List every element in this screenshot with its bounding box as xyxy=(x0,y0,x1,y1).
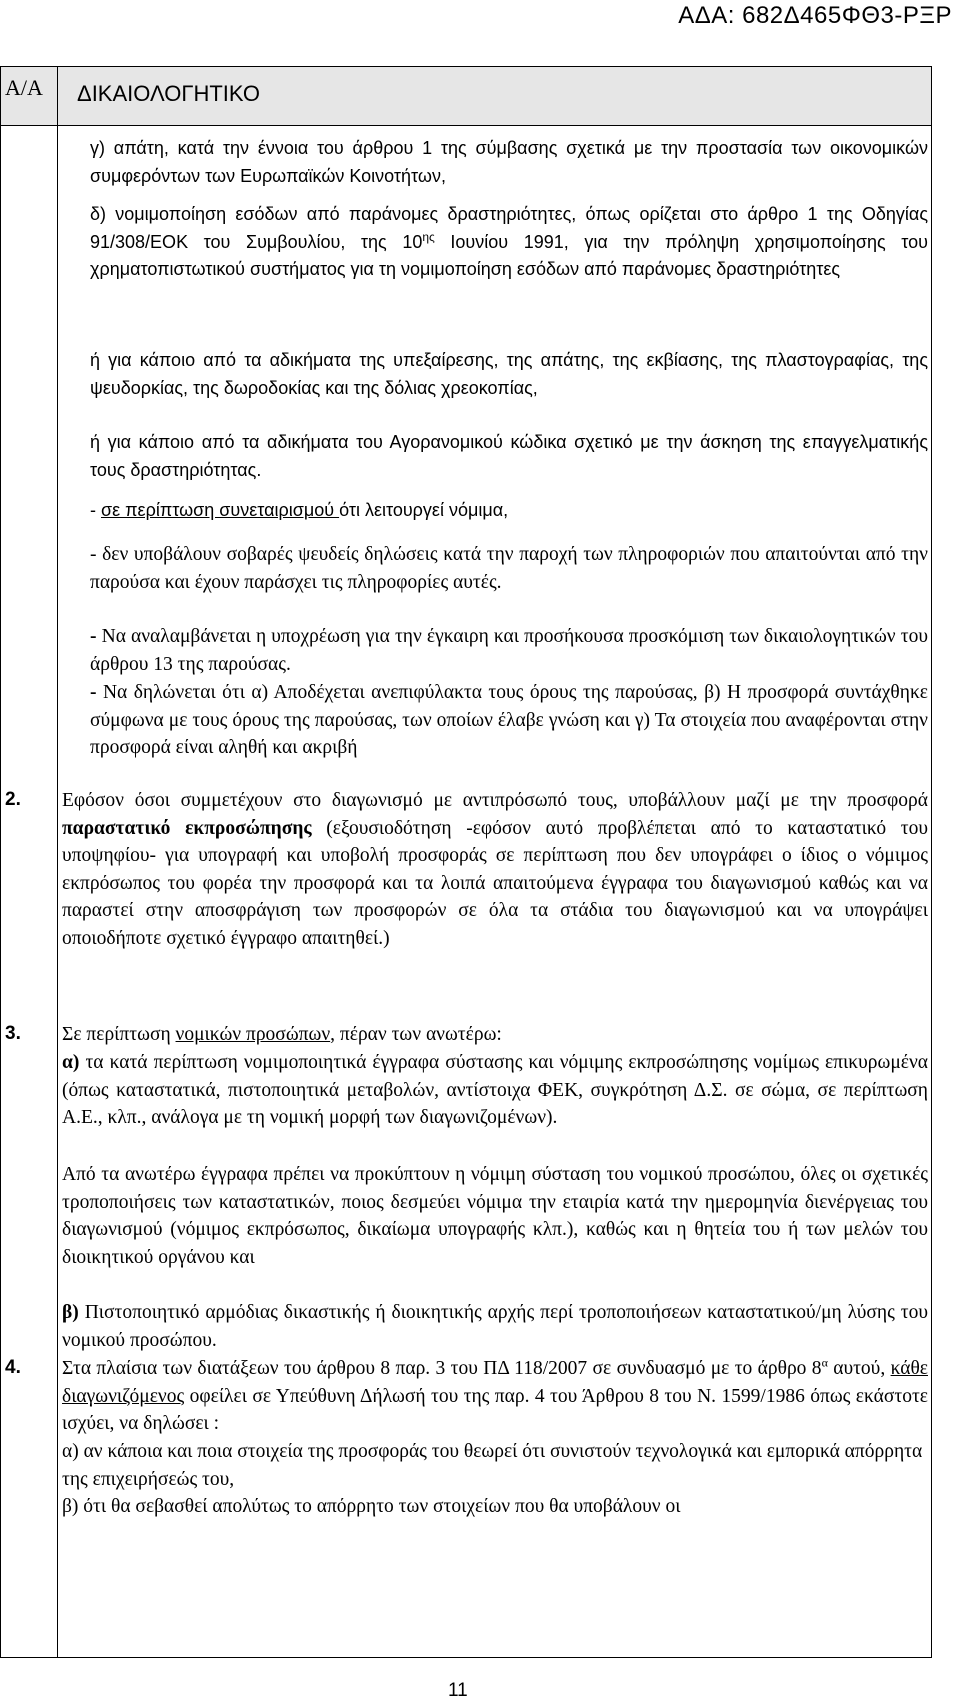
item-2-text-2: (εξουσιοδότηση -εφόσον αυτό προβλέπεται από το καταστατικό του υποψηφίου- για υπογραφή και υποβολή προσφοράς σε περίπτωση που δεν υπογράφει ο ίδιος ο νόμιμος εκπρόσωπος του φορέα την προσφορά και τα λοιπά απαιτούμενα έγγραφα του διαγωνισμού καθώς και να παραστεί στην αποσφράγιση των προσφορών σε όλα τα στάδια του διαγωνισμού και να υπογράψει οποιοδήποτε σχετικό έγγραφο απαιτηθεί.) xyxy=(62,817,928,949)
obligation-text: Να αναλαμβάνεται η υποχρέωση για την έγκαιρη και προσήκουσα προσκόμιση των δικαιολογητικών του άρθρου 13 της παρούσας. xyxy=(90,626,928,675)
obligation-dash: - xyxy=(90,626,102,647)
paragraph-money-laundering xyxy=(90,201,928,284)
item-2-bold: παραστατικό εκπροσώπησης xyxy=(62,817,312,839)
column-header-document: ΔΙΚΑΙΟΛΟΓΗΤΙΚΟ xyxy=(77,81,260,106)
coop-underlined: σε περίπτωση συνεταιρισμού xyxy=(101,500,340,520)
page-number: 11 xyxy=(448,1680,468,1701)
paragraph-obligation xyxy=(90,623,928,678)
item-4-list-a: α) αν κάποια και ποια στοιχεία της προσφοράς του θεωρεί ότι συνιστούν τεχνολογικά και εμπορικά απόρρητα της επιχειρήσεώς του, xyxy=(62,1441,923,1490)
item-4-text xyxy=(62,1355,928,1438)
item-3-paragraph-2: Από τα ανωτέρω έγγραφα πρέπει να προκύπτουν η νόμιμη σύσταση του νομικού προσώπου, όλες οι σχετικές τροποποιήσεις των καταστατικών, ποιος δεσμεύει νόμιμα την εταιρία κατά την ημερομηνία διενέργειας του διαγωνισμού (νόμιμος εκπρόσωπος, δικαίωμα υπογραφής κλπ.), καθώς και η θητεία του ή των μελών του διοικητικού οργάνου και xyxy=(62,1164,928,1268)
item-number-2: 2. xyxy=(5,789,21,810)
paragraph-cooperative xyxy=(90,497,928,525)
item-3-a xyxy=(62,1049,928,1132)
item-4-text-3: οφείλει σε Υπεύθυνη Δήλωσή του της παρ. 4 του Άρθρου 8 του Ν. 1599/1986 όπως εκάστοτε ισχύει, να δηλώσει : xyxy=(62,1385,928,1434)
item-2-text xyxy=(62,787,928,952)
column-header-aa: Α/Α xyxy=(5,75,43,100)
item-3-b-text: Πιστοποιητικό αρμόδιας δικαστικής ή διοικητικής αρχής περί τροποποιήσεων καταστατικού/μη λύσης του νομικού προσώπου. xyxy=(62,1302,928,1351)
item-4-text-2: αυτού, xyxy=(827,1358,891,1379)
item-number-3: 3. xyxy=(5,1023,21,1044)
ml-superscript: ης xyxy=(422,229,435,244)
paragraph-offenses: ή για κάποιο από τα αδικήματα της υπεξαίρεσης, της απάτης, της εκβίασης, της πλαστογραφίας, της ψευδορκίας, της δωροδοκίας και της δόλιας χρεοκοπίας, xyxy=(90,350,928,398)
item-4-underlined: κάθε διαγωνιζόμενος xyxy=(62,1358,928,1407)
ada-header: ΑΔΑ: 682Δ465ΦΘ3-ΡΞΡ xyxy=(678,2,952,29)
item-4-list-b: β) ότι θα σεβασθεί απολύτως το απόρρητο των στοιχείων που θα υποβάλουν οι xyxy=(62,1496,681,1517)
item-4-text-1: Στα πλαίσια των διατάξεων του άρθρου 8 παρ. 3 του ΠΔ 118/2007 σε συνδυασμό με το άρθρο 8 xyxy=(62,1358,822,1379)
item-3-b xyxy=(62,1299,928,1354)
paragraph-fraud: γ) απάτη, κατά την έννοια του άρθρου 1 της σύμβασης σχετικά με την προστασία των οικονομικών συμφερόντων των Ευρωπαϊκών Κοινοτήτων, xyxy=(90,138,928,186)
ml-text-1: δ) νομιμοποίηση εσόδων από παράνομες δραστηριότητες, όπως ορίζεται στο άρθρο 1 της Οδηγίας 91/308/ΕΟΚ του Συμβουλίου, της 10 xyxy=(90,204,928,252)
item-3-b-label: β) xyxy=(62,1302,79,1323)
ml-text-2: Ιουνίου 1991, για την πρόληψη χρησιμοποίησης του χρηματοπιστωτικού συστήματος για τη νομιμοποίηση εσόδων από παράνομες δραστηριότητες xyxy=(90,231,928,279)
table-header-row xyxy=(1,67,931,126)
item-3-a-text: τα κατά περίπτωση νομιμοποιητικά έγγραφα σύστασης και νόμιμης εκπροσώπησης νομίμως επικυρωμένα (όπως καταστατικά, πιστοποιητικά μεταβολών, αντίστοιχα ΦΕΚ, συγκρότηση Δ.Σ. σε σώμα, σε περίπτωση Α.Ε., κλπ., ανάλογα με τη νομική μορφή των διαγωνιζομένων). xyxy=(62,1052,928,1128)
paragraph-acceptance xyxy=(90,679,928,762)
item-2-text-1: Εφόσον όσοι συμμετέχουν στο διαγωνισμό με αντιπρόσωπό τους, υποβάλλουν μαζί με την προσφορά xyxy=(62,790,928,811)
item-number-4: 4. xyxy=(5,1357,21,1378)
item-3-intro-underlined: νομικών προσώπων xyxy=(175,1024,331,1045)
coop-rest: ότι λειτουργεί νόμιμα, xyxy=(339,500,509,520)
column-divider xyxy=(57,67,58,1657)
item-3-intro xyxy=(62,1021,928,1049)
item-3-intro-rest: , πέραν των ανωτέρω: xyxy=(330,1024,502,1045)
paragraph-market-code: ή για κάποιο από τα αδικήματα του Αγορανομικού κώδικα σχετικό με την άσκηση της επαγγελματικής τους δραστηριότητας. xyxy=(90,432,928,480)
item-4-superscript: α xyxy=(821,1355,828,1370)
item-3-a-label: α) xyxy=(62,1052,80,1073)
coop-dash: - xyxy=(90,500,101,520)
paragraph-false-declarations: - δεν υποβάλουν σοβαρές ψευδείς δηλώσεις κατά την παροχή των πληροφοριών που απαιτούνται από την παρούσα και έχουν παράσχει τις πληροφορίες αυτές. xyxy=(90,544,928,593)
acceptance-dash: - xyxy=(90,682,103,703)
acceptance-text: Να δηλώνεται ότι α) Αποδέχεται ανεπιφύλακτα τους όρους της παρούσας, β) Η προσφορά συντάχθηκε σύμφωνα με τους όρους της παρούσας, των οποίων έλαβε γνώση και γ) Τα στοιχεία που αναφέρονται στην προσφορά είναι αληθή και ακριβή xyxy=(90,682,928,758)
document-table xyxy=(0,66,932,1658)
item-3-intro-text: Σε περίπτωση xyxy=(62,1024,176,1045)
